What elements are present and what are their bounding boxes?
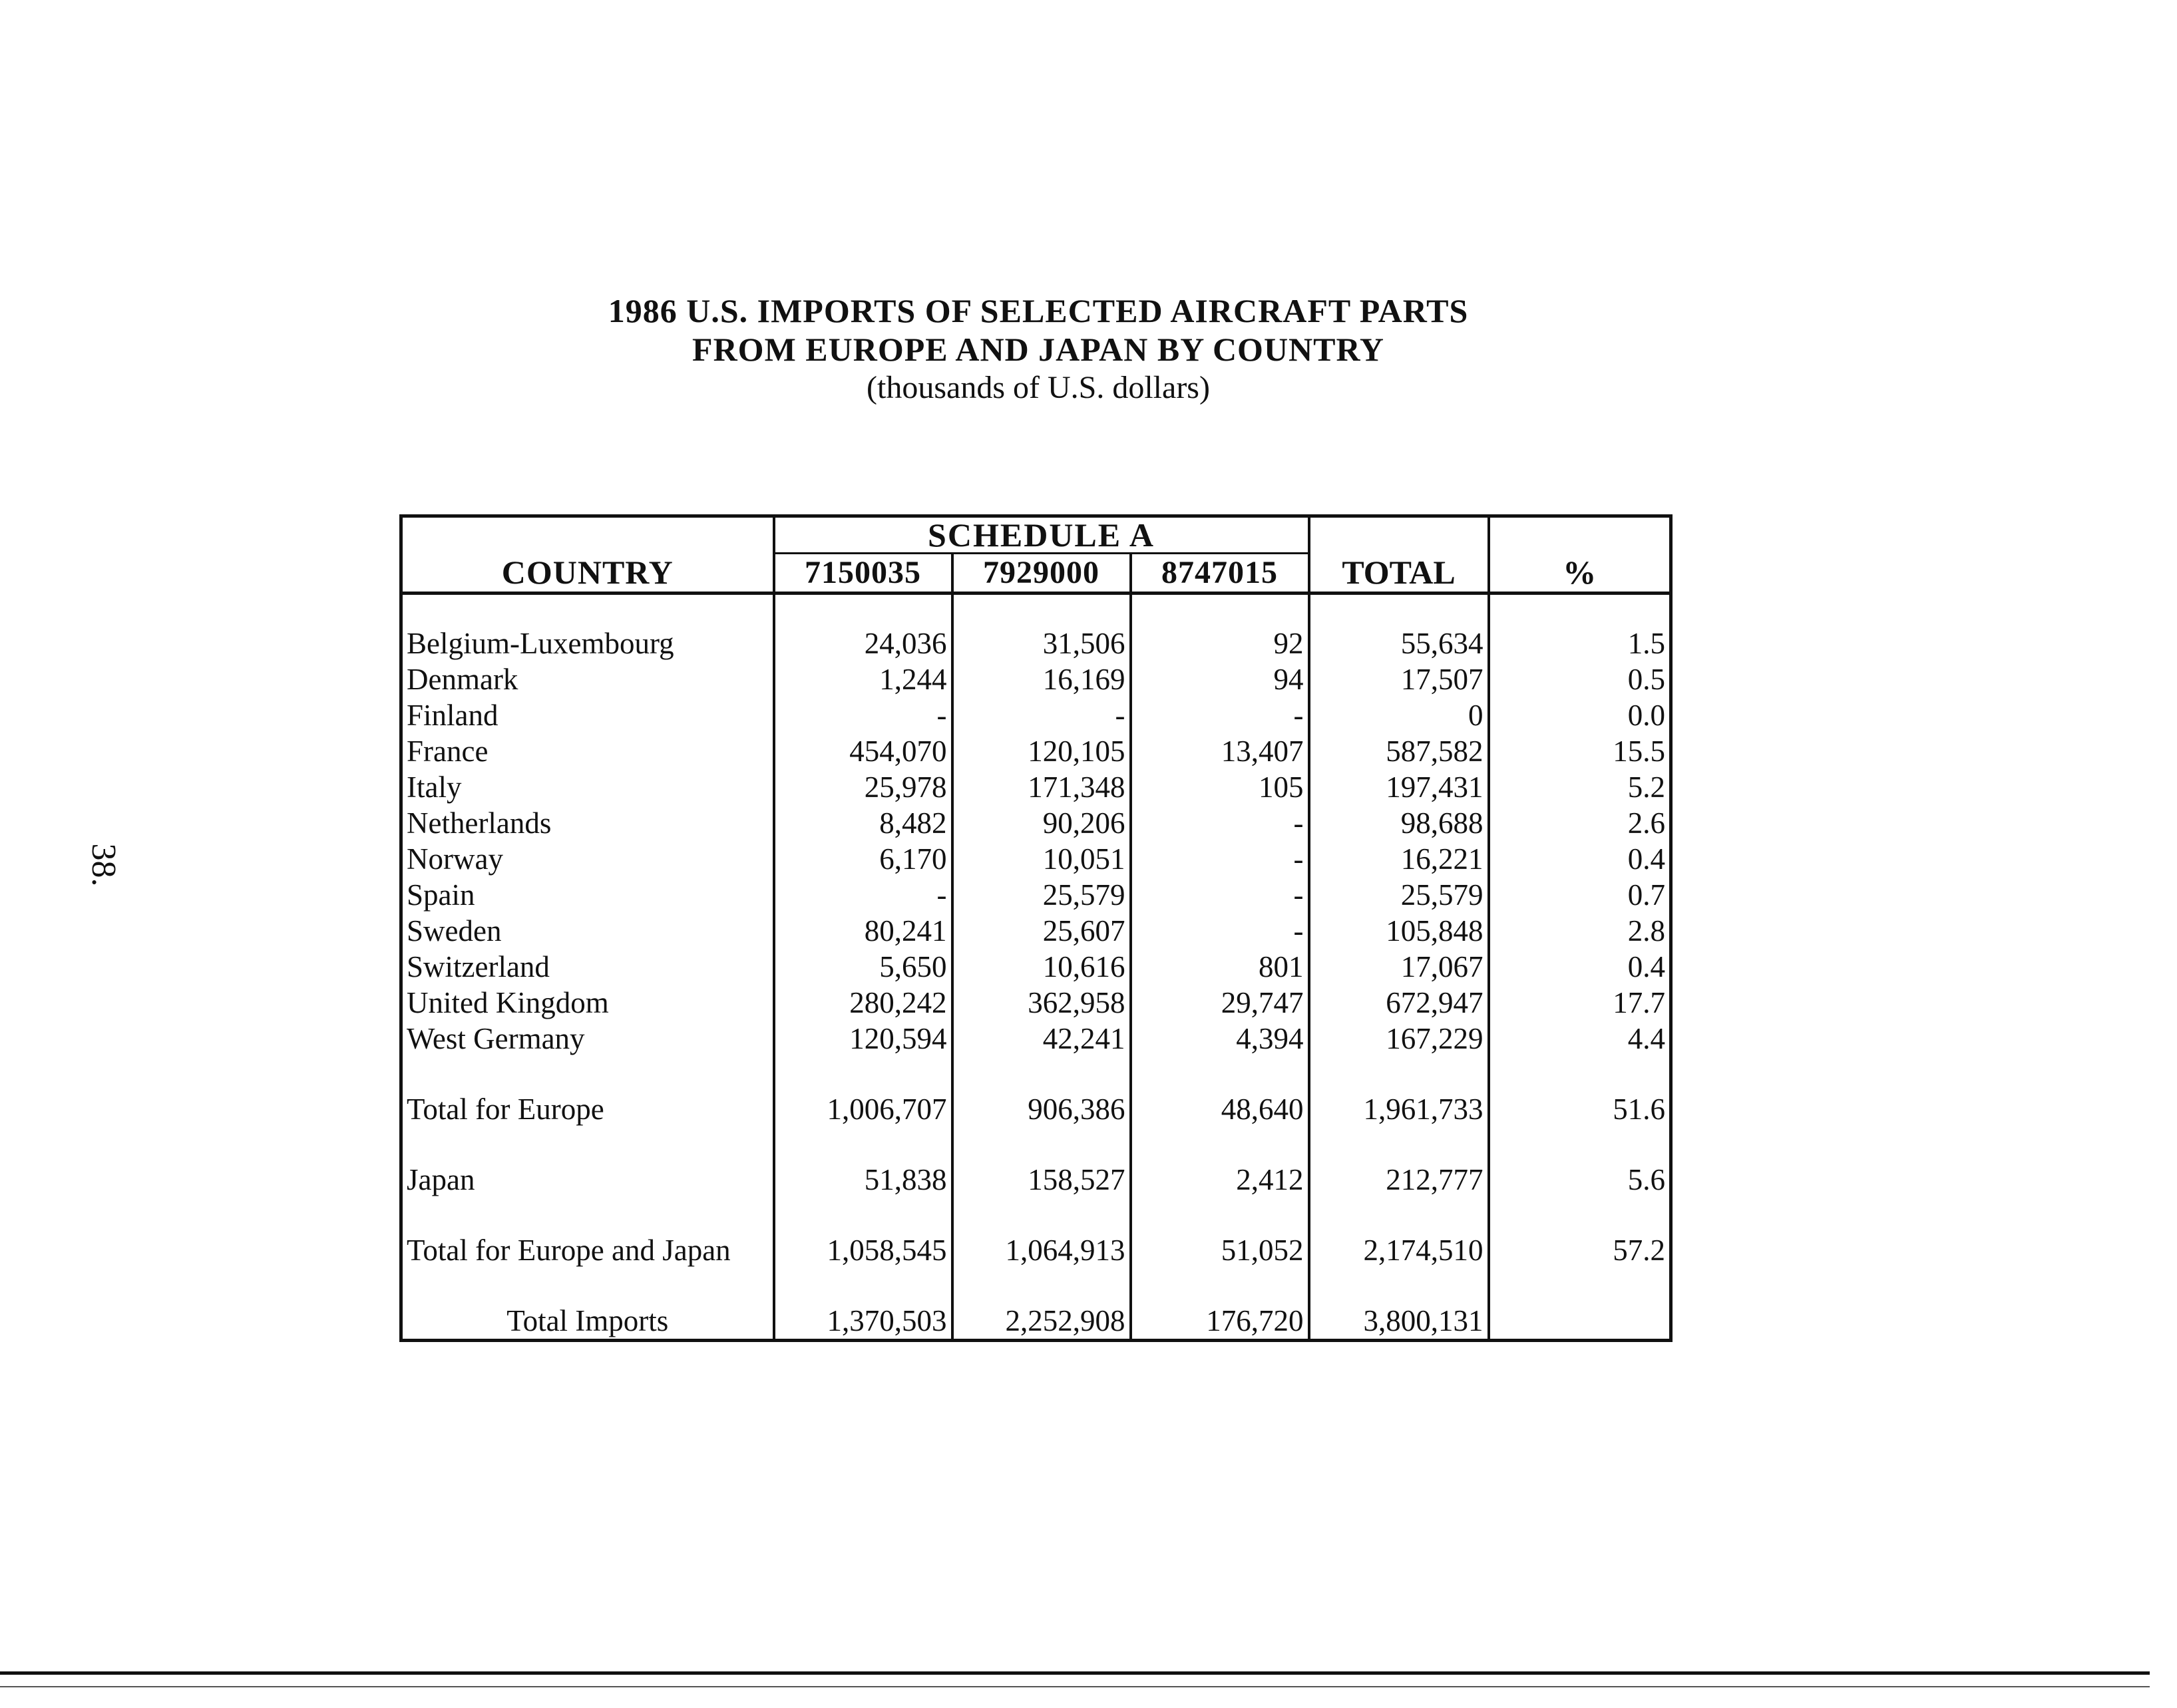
value-total: 105,848	[1309, 913, 1489, 949]
value-total: 197,431	[1309, 769, 1489, 805]
bottom-rule	[0, 1671, 2150, 1675]
value-total: 16,221	[1309, 841, 1489, 877]
country-cell: France	[401, 733, 774, 769]
value-7150035: 25,978	[774, 769, 952, 805]
spacer-row	[401, 594, 1671, 626]
value-7929000: 31,506	[952, 625, 1131, 661]
document-subtitle: (thousands of U.S. dollars)	[867, 370, 1210, 405]
japan-row	[401, 1162, 1671, 1198]
spacer-cell	[1309, 1268, 1489, 1303]
value-8747015: 176,720	[1131, 1303, 1309, 1341]
value-percent: 1.5	[1489, 625, 1671, 661]
total-europe-row	[401, 1091, 1671, 1127]
value-total: 672,947	[1309, 985, 1489, 1021]
value-7150035: 120,594	[774, 1021, 952, 1057]
value-7150035: 6,170	[774, 841, 952, 877]
value-7929000: 16,169	[952, 661, 1131, 697]
country-cell: Total Imports	[401, 1303, 774, 1341]
value-percent: 4.4	[1489, 1021, 1671, 1057]
value-total: 587,582	[1309, 733, 1489, 769]
value-7929000: 171,348	[952, 769, 1131, 805]
value-7929000: -	[952, 697, 1131, 733]
spacer-row	[401, 1057, 1671, 1091]
spacer-cell	[1489, 1198, 1671, 1232]
value-total: 212,777	[1309, 1162, 1489, 1198]
value-percent: 2.8	[1489, 913, 1671, 949]
spacer-cell	[1489, 1057, 1671, 1091]
spacer-cell	[952, 1057, 1131, 1091]
value-percent: 5.2	[1489, 769, 1671, 805]
value-7929000: 906,386	[952, 1091, 1131, 1127]
value-total: 17,507	[1309, 661, 1489, 697]
value-percent: 0.0	[1489, 697, 1671, 733]
country-cell: Japan	[401, 1162, 774, 1198]
spacer-cell	[774, 1127, 952, 1162]
table-row	[401, 1021, 1671, 1057]
table-row	[401, 985, 1671, 1021]
value-8747015: 92	[1131, 625, 1309, 661]
code-header-3: 8747015	[1131, 554, 1309, 594]
value-7150035: 1,370,503	[774, 1303, 952, 1341]
table-row	[401, 949, 1671, 985]
value-total: 0	[1309, 697, 1489, 733]
spacer-row	[401, 1268, 1671, 1303]
value-7929000: 1,064,913	[952, 1232, 1131, 1268]
page-number: 38.	[85, 843, 122, 887]
value-percent: 2.6	[1489, 805, 1671, 841]
value-8747015: 51,052	[1131, 1232, 1309, 1268]
value-8747015: -	[1131, 841, 1309, 877]
spacer-cell	[774, 594, 952, 626]
table-row	[401, 625, 1671, 661]
code-header-1: 7150035	[774, 554, 952, 594]
value-8747015: -	[1131, 805, 1309, 841]
value-7929000: 362,958	[952, 985, 1131, 1021]
value-7150035: 1,244	[774, 661, 952, 697]
country-cell: Italy	[401, 769, 774, 805]
bottom-rule-thin	[0, 1686, 2150, 1687]
value-7929000: 10,051	[952, 841, 1131, 877]
value-percent: 17.7	[1489, 985, 1671, 1021]
value-percent: 0.4	[1489, 841, 1671, 877]
value-7150035: 280,242	[774, 985, 952, 1021]
table-header	[401, 516, 1671, 594]
value-8747015: 94	[1131, 661, 1309, 697]
value-total: 55,634	[1309, 625, 1489, 661]
value-7929000: 25,607	[952, 913, 1131, 949]
value-total: 1,961,733	[1309, 1091, 1489, 1127]
value-8747015: -	[1131, 697, 1309, 733]
document-title-line-1: 1986 U.S. IMPORTS OF SELECTED AIRCRAFT PARTS	[608, 292, 1469, 329]
value-7150035: 51,838	[774, 1162, 952, 1198]
value-7929000: 2,252,908	[952, 1303, 1131, 1341]
spacer-cell	[774, 1057, 952, 1091]
value-7929000: 120,105	[952, 733, 1131, 769]
total-column-header: TOTAL	[1309, 516, 1489, 594]
spacer-cell	[1489, 1268, 1671, 1303]
spacer-cell	[1309, 1127, 1489, 1162]
country-cell: Belgium-Luxembourg	[401, 625, 774, 661]
value-percent: 0.4	[1489, 949, 1671, 985]
value-8747015: 29,747	[1131, 985, 1309, 1021]
spacer-cell	[1131, 1198, 1309, 1232]
code-header-2: 7929000	[952, 554, 1131, 594]
table-row	[401, 769, 1671, 805]
country-cell: Finland	[401, 697, 774, 733]
header-row-top	[401, 516, 1671, 554]
country-cell: Switzerland	[401, 949, 774, 985]
spacer-cell	[952, 1268, 1131, 1303]
value-7150035: 454,070	[774, 733, 952, 769]
country-cell: Denmark	[401, 661, 774, 697]
spacer-cell	[401, 1268, 774, 1303]
country-cell: Total for Europe and Japan	[401, 1232, 774, 1268]
spacer-cell	[1131, 594, 1309, 626]
value-8747015: 801	[1131, 949, 1309, 985]
value-total: 98,688	[1309, 805, 1489, 841]
table-row	[401, 805, 1671, 841]
value-8747015: -	[1131, 877, 1309, 913]
value-7150035: 8,482	[774, 805, 952, 841]
value-percent: 57.2	[1489, 1232, 1671, 1268]
total-imports-row	[401, 1303, 1671, 1341]
value-7150035: 1,058,545	[774, 1232, 952, 1268]
value-7929000: 90,206	[952, 805, 1131, 841]
schedule-a-header: SCHEDULE A	[774, 516, 1309, 554]
table-row	[401, 841, 1671, 877]
value-total: 17,067	[1309, 949, 1489, 985]
document-title-line-2: FROM EUROPE AND JAPAN BY COUNTRY	[692, 331, 1384, 368]
value-7929000: 25,579	[952, 877, 1131, 913]
country-cell: United Kingdom	[401, 985, 774, 1021]
value-7929000: 42,241	[952, 1021, 1131, 1057]
value-percent: 51.6	[1489, 1091, 1671, 1127]
spacer-cell	[1131, 1127, 1309, 1162]
value-total: 25,579	[1309, 877, 1489, 913]
spacer-cell	[1131, 1268, 1309, 1303]
country-column-header: COUNTRY	[401, 516, 774, 594]
value-7150035: 1,006,707	[774, 1091, 952, 1127]
title-block	[0, 291, 2077, 407]
country-cell: West Germany	[401, 1021, 774, 1057]
spacer-row	[401, 1127, 1671, 1162]
table-row	[401, 661, 1671, 697]
value-total: 3,800,131	[1309, 1303, 1489, 1341]
spacer-cell	[1309, 1057, 1489, 1091]
spacer-cell	[1309, 1198, 1489, 1232]
value-percent: 5.6	[1489, 1162, 1671, 1198]
value-7929000: 10,616	[952, 949, 1131, 985]
table-body	[401, 594, 1671, 1341]
value-total: 167,229	[1309, 1021, 1489, 1057]
spacer-cell	[1131, 1057, 1309, 1091]
spacer-cell	[774, 1268, 952, 1303]
total-europe-japan-row	[401, 1232, 1671, 1268]
value-percent: 0.7	[1489, 877, 1671, 913]
table-row	[401, 913, 1671, 949]
spacer-cell	[1489, 1127, 1671, 1162]
value-7150035: -	[774, 697, 952, 733]
table-row	[401, 733, 1671, 769]
spacer-cell	[401, 1127, 774, 1162]
value-8747015: 2,412	[1131, 1162, 1309, 1198]
value-8747015: -	[1131, 913, 1309, 949]
spacer-cell	[1489, 594, 1671, 626]
value-percent: 15.5	[1489, 733, 1671, 769]
value-7150035: 24,036	[774, 625, 952, 661]
spacer-cell	[401, 594, 774, 626]
value-7929000: 158,527	[952, 1162, 1131, 1198]
value-percent: 0.5	[1489, 661, 1671, 697]
value-8747015: 105	[1131, 769, 1309, 805]
value-8747015: 4,394	[1131, 1021, 1309, 1057]
country-cell: Spain	[401, 877, 774, 913]
spacer-cell	[952, 1127, 1131, 1162]
country-cell: Total for Europe	[401, 1091, 774, 1127]
spacer-cell	[401, 1198, 774, 1232]
percent-column-header: %	[1489, 516, 1671, 594]
spacer-cell	[401, 1057, 774, 1091]
spacer-cell	[1309, 594, 1489, 626]
table-row	[401, 697, 1671, 733]
spacer-cell	[774, 1198, 952, 1232]
country-cell: Netherlands	[401, 805, 774, 841]
value-8747015: 13,407	[1131, 733, 1309, 769]
spacer-cell	[952, 1198, 1131, 1232]
table-row	[401, 877, 1671, 913]
country-cell: Norway	[401, 841, 774, 877]
value-7150035: -	[774, 877, 952, 913]
country-cell: Sweden	[401, 913, 774, 949]
value-7150035: 80,241	[774, 913, 952, 949]
value-8747015: 48,640	[1131, 1091, 1309, 1127]
spacer-cell	[952, 594, 1131, 626]
spacer-row	[401, 1198, 1671, 1232]
value-total: 2,174,510	[1309, 1232, 1489, 1268]
imports-table	[399, 514, 1673, 1342]
value-7150035: 5,650	[774, 949, 952, 985]
value-percent	[1489, 1303, 1671, 1341]
